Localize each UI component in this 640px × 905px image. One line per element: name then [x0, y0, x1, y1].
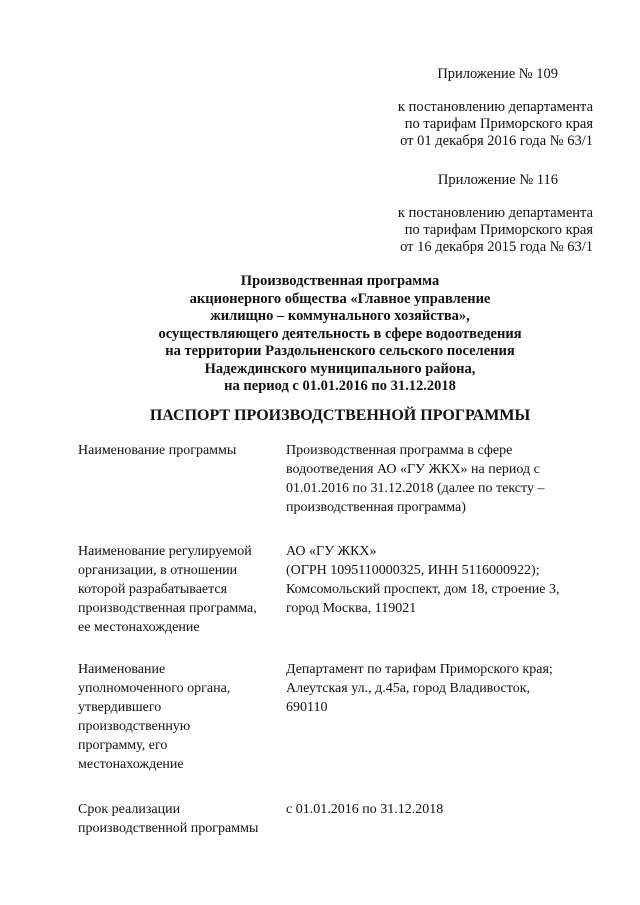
label-line: производственной программы — [78, 821, 259, 836]
appendix-line: к постановлению департамента — [397, 205, 593, 221]
value-line: Комсомольский проспект, дом 18, строение 3, — [286, 582, 560, 597]
heading-line: акционерного общества «Главное управление — [189, 290, 491, 307]
appendix-line: по тарифам Приморского края — [404, 222, 593, 238]
appendix-line: к постановлению департамента — [397, 99, 593, 115]
row-label — [78, 800, 278, 838]
value-line: водоотведения АО «ГУ ЖКХ» на период с — [286, 462, 540, 477]
appendix-line: от 16 декабря 2015 года № 63/1 — [400, 239, 593, 255]
heading-line: Надеждинского муниципального района, — [204, 360, 476, 377]
label-line: Наименование — [78, 662, 166, 677]
appendix-116-block — [388, 172, 593, 256]
value-line: Алеутская ул., д.45а, город Владивосток, — [286, 681, 530, 696]
heading-line: осуществляющего деятельность в сфере водоотведения — [158, 325, 522, 342]
value-line: с 01.01.2016 по 31.12.2018 — [286, 802, 444, 817]
label-line: которой разрабатывается — [78, 582, 228, 597]
row-label — [78, 441, 278, 460]
label-line: производственную — [78, 719, 191, 734]
appendix-title: Приложение № 109 — [437, 66, 558, 82]
value-line: АО «ГУ ЖКХ» — [286, 544, 377, 559]
label-line: уполномоченного органа, — [78, 681, 231, 696]
row-value — [286, 542, 591, 618]
label-line: Срок реализации — [78, 802, 181, 817]
value-line: (ОГРН 1095110000325, ИНН 5116000922); — [286, 563, 540, 578]
label-line: ее местонахождение — [78, 620, 200, 635]
value-line: 690110 — [286, 700, 328, 715]
value-line: Департамент по тарифам Приморского края; — [286, 662, 553, 677]
appendix-109-block — [388, 66, 593, 150]
label-line: программу, его — [78, 738, 168, 753]
heading-line: жилищно – коммунального хозяйства», — [210, 308, 470, 324]
row-label — [78, 542, 278, 637]
passport-title: ПАСПОРТ ПРОИЗВОДСТВЕННОЙ ПРОГРАММЫ — [149, 407, 531, 424]
label-line: утвердившего — [78, 700, 162, 715]
appendix-title: Приложение № 116 — [437, 172, 558, 188]
program-heading — [60, 273, 620, 396]
heading-line: Производственная программа — [240, 273, 440, 289]
value-line: Производственная программа в сфере — [286, 443, 513, 458]
heading-line: на период с 01.01.2016 по 31.12.2018 — [224, 378, 456, 394]
label-line: производственная программа, — [78, 601, 257, 616]
row-value — [286, 441, 591, 517]
row-value — [286, 800, 591, 819]
value-line: производственная программа) — [286, 500, 466, 515]
row-value — [286, 660, 591, 717]
label-line: Наименование регулируемой — [78, 544, 252, 559]
heading-line: на территории Раздольненского сельского поселения — [165, 343, 515, 359]
appendix-line: по тарифам Приморского края — [404, 116, 593, 132]
label-line: организации, в отношении — [78, 563, 238, 578]
label-line: местонахождение — [78, 757, 184, 772]
value-line: город Москва, 119021 — [286, 601, 417, 616]
value-line: 01.01.2016 по 31.12.2018 (далее по тексту – — [286, 481, 545, 496]
row-label — [78, 660, 278, 774]
label-line: Наименование программы — [78, 443, 237, 458]
appendix-line: от 01 декабря 2016 года № 63/1 — [400, 133, 593, 149]
